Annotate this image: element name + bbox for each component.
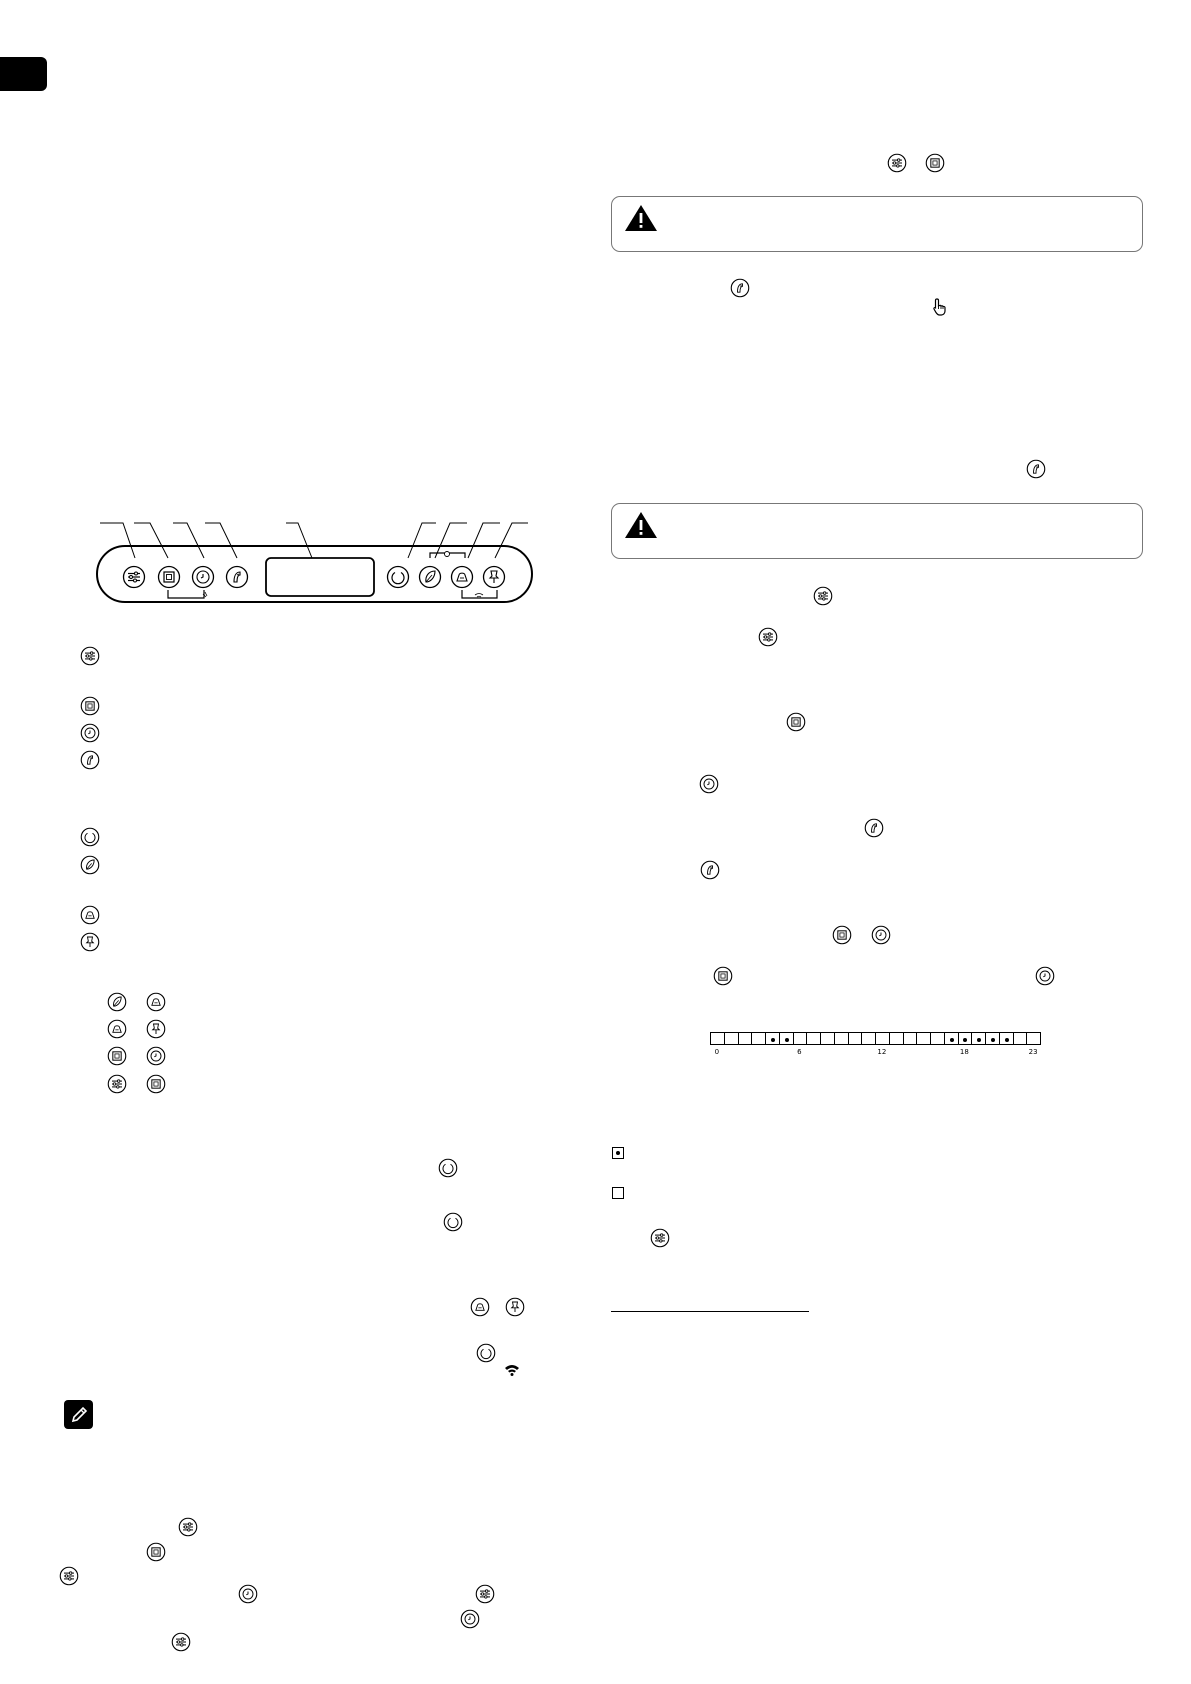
bell-icon [107,1019,127,1039]
power-icon [443,1212,463,1232]
schedule-hour-cell [916,1032,931,1045]
schedule-hour-cell [903,1032,918,1045]
eco-icon [80,855,100,875]
clock-icon [238,1584,258,1604]
schedule-hour-label: 6 [797,1048,802,1056]
schedule-hour-cell [793,1032,808,1045]
power-icon [476,1343,496,1363]
bell-icon [80,905,100,925]
schedule-hour-cell [710,1032,725,1045]
schedule-hour-cell [958,1032,973,1045]
mode-icon [171,1632,191,1652]
dotted-square-icon [612,1147,624,1159]
schedule-hour-cell [779,1032,794,1045]
clock-icon [1035,966,1055,986]
schedule-active-dot [950,1038,954,1042]
section-divider [611,1311,809,1312]
schedule-hour-label: 18 [959,1048,969,1056]
warning-box [611,196,1143,252]
empty-square-icon [612,1187,624,1199]
timer-display-icon [146,1542,166,1562]
schedule-hour-cell [806,1032,821,1045]
clock-icon [871,925,891,945]
warning-triangle-icon [623,203,659,233]
warning-box [611,503,1143,559]
schedule-bar [710,1032,1040,1062]
schedule-hour-cell [738,1032,753,1045]
schedule-hour-label: 0 [714,1048,720,1056]
timer-display-icon [832,925,852,945]
schedule-hour-cell [985,1032,1000,1045]
timer-display-icon [713,966,733,986]
schedule-hour-cell [930,1032,945,1045]
note-pencil-icon [64,1400,93,1429]
pin-icon [146,1019,166,1039]
schedule-hour-cell [751,1032,766,1045]
clock-icon [146,1046,166,1066]
mode-icon [887,153,907,173]
schedule-active-dot [963,1038,967,1042]
schedule-hour-cell [875,1032,890,1045]
timer-display-icon [925,153,945,173]
control-panel-diagram [90,518,540,608]
timer-display-icon [786,712,806,732]
hand-pointer-icon [932,298,948,316]
schedule-hour-cell [834,1032,849,1045]
mode-icon [80,646,100,666]
warning-triangle-icon [623,510,659,540]
mode-icon [59,1566,79,1586]
lcd-display [266,558,374,596]
language-tab [0,57,47,91]
schedule-active-dot [771,1038,775,1042]
clock-icon [699,774,719,794]
schedule-hour-cell [971,1032,986,1045]
fan-speed-icon [1026,459,1046,479]
schedule-hour-label: 12 [877,1048,887,1056]
pin-icon [505,1297,525,1317]
pin-icon [80,932,100,952]
bell-icon [470,1297,490,1317]
schedule-hour-cell [1013,1032,1028,1045]
schedule-hour-cell [944,1032,959,1045]
clock-icon [460,1609,480,1629]
wifi-icon [504,1364,520,1376]
schedule-hour-cell [724,1032,739,1045]
schedule-hour-cell [999,1032,1014,1045]
schedule-hour-cell [889,1032,904,1045]
schedule-hour-cell [1026,1032,1041,1045]
schedule-hour-cell [765,1032,780,1045]
fan-speed-icon [700,860,720,880]
mode-icon [650,1228,670,1248]
schedule-active-dot [785,1038,789,1042]
mode-icon [475,1584,495,1604]
mode-icon [107,1074,127,1094]
fan-speed-icon [864,818,884,838]
power-icon [438,1158,458,1178]
schedule-hour-cell [848,1032,863,1045]
fan-speed-icon [730,278,750,298]
fan-speed-icon [80,750,100,770]
timer-display-icon [146,1074,166,1094]
schedule-active-dot [977,1038,981,1042]
schedule-hour-label: 23 [1028,1048,1038,1056]
schedule-active-dot [991,1038,995,1042]
schedule-hour-cell [820,1032,835,1045]
clock-icon [80,723,100,743]
mode-icon [758,627,778,647]
timer-display-icon [107,1046,127,1066]
timer-display-icon [80,696,100,716]
schedule-hour-cell [861,1032,876,1045]
bell-icon [146,992,166,1012]
mode-icon [178,1517,198,1537]
mode-icon [813,586,833,606]
eco-icon [107,992,127,1012]
schedule-active-dot [1005,1038,1009,1042]
power-icon [80,827,100,847]
